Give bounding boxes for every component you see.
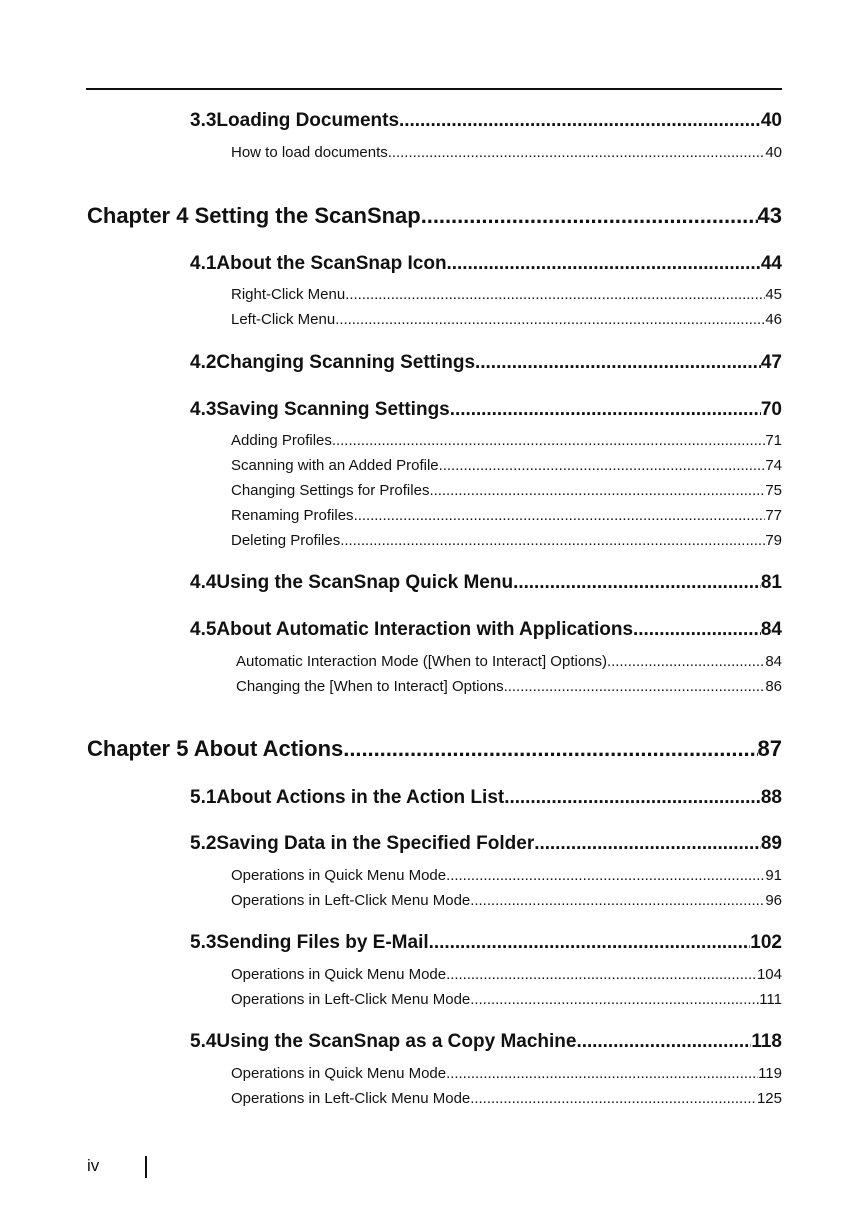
toc-title: Left-Click Menu xyxy=(231,311,336,328)
toc-page-number: 125 xyxy=(756,1090,782,1107)
toc-leader-dots xyxy=(343,736,757,762)
toc-title: Automatic Interaction Mode ([When to Interact] Options) xyxy=(236,653,608,670)
toc-leader-dots xyxy=(475,352,761,374)
toc-leader-dots xyxy=(332,432,765,449)
toc-entry-sub[interactable] xyxy=(231,144,782,161)
toc-page-number: 84 xyxy=(765,653,782,670)
toc-title: Sending Files by E-Mail xyxy=(216,932,429,953)
toc-leader-dots xyxy=(429,932,751,954)
toc-leader-dots xyxy=(421,203,758,229)
toc-title: About Automatic Interaction with Applications xyxy=(216,619,634,640)
toc-page-number: 91 xyxy=(765,867,782,884)
toc-leader-dots xyxy=(439,457,766,474)
toc-entry-sub[interactable] xyxy=(231,892,782,909)
toc-page-number: 43 xyxy=(757,203,782,228)
toc-page-number: 47 xyxy=(760,352,782,373)
toc-title: Deleting Profiles xyxy=(231,532,341,549)
toc-title: About the ScanSnap Icon xyxy=(216,253,447,274)
toc-section-number: 5.4 xyxy=(190,1031,217,1052)
toc-page-number: 74 xyxy=(765,457,782,474)
toc-section-number: 4.2 xyxy=(190,352,217,373)
toc-title: Chapter 4 Setting the ScanSnap xyxy=(87,203,421,228)
toc-title: About Actions in the Action List xyxy=(216,787,505,808)
toc-page-number: 81 xyxy=(760,572,782,593)
toc-page-number: 40 xyxy=(765,144,782,161)
toc-leader-dots xyxy=(345,286,765,303)
toc-section-number: 4.3 xyxy=(190,399,217,420)
toc-title: Loading Documents xyxy=(216,110,400,131)
toc-entry-sub[interactable] xyxy=(231,482,782,499)
toc-page-number: 88 xyxy=(760,787,782,808)
toc-title: Using the ScanSnap as a Copy Machine xyxy=(216,1031,577,1052)
toc-title: Changing Settings for Profiles xyxy=(231,482,430,499)
toc-entry-section[interactable] xyxy=(190,110,782,132)
toc-title: Changing Scanning Settings xyxy=(216,352,476,373)
toc-entry-sub[interactable] xyxy=(231,507,782,524)
toc-entry-section[interactable] xyxy=(190,833,782,855)
toc-entry-section[interactable] xyxy=(190,1031,782,1053)
toc-page-number: 86 xyxy=(765,678,782,695)
toc-title: Scanning with an Added Profile xyxy=(231,457,439,474)
toc-title: How to load documents xyxy=(231,144,388,161)
toc-title: Adding Profiles xyxy=(231,432,332,449)
toc-section-number: 3.3 xyxy=(190,110,217,131)
toc-page-number: 40 xyxy=(760,110,782,131)
toc-page-number: 104 xyxy=(756,966,782,983)
toc-section-number: 5.2 xyxy=(190,833,217,854)
toc-leader-dots xyxy=(470,991,759,1008)
toc-page-number: 84 xyxy=(760,619,782,640)
toc-entry-sub[interactable] xyxy=(231,1065,782,1082)
toc-page-number: 44 xyxy=(760,253,782,274)
toc-leader-dots xyxy=(534,833,761,855)
toc-page-number: 89 xyxy=(760,833,782,854)
toc-entry-section[interactable] xyxy=(190,572,782,594)
toc-page-number: 71 xyxy=(765,432,782,449)
toc-entry-section[interactable] xyxy=(190,932,782,954)
toc-page-number: 75 xyxy=(765,482,782,499)
toc-leader-dots xyxy=(335,311,765,328)
toc-leader-dots xyxy=(446,867,765,884)
toc-title: Right-Click Menu xyxy=(231,286,346,303)
toc-entry-section[interactable] xyxy=(190,352,782,374)
toc-entry-sub[interactable] xyxy=(231,867,782,884)
toc-leader-dots xyxy=(470,892,765,909)
toc-entry-sub[interactable] xyxy=(231,991,782,1008)
toc-page-number: 102 xyxy=(750,932,782,953)
toc-entry-chapter[interactable] xyxy=(87,203,782,229)
toc-title: Operations in Left-Click Menu Mode xyxy=(231,991,471,1008)
toc-leader-dots xyxy=(504,787,761,809)
toc-leader-dots xyxy=(450,399,761,421)
toc-leader-dots xyxy=(504,678,766,695)
toc-title: Saving Data in the Specified Folder xyxy=(216,833,535,854)
toc-page-number: 119 xyxy=(758,1065,782,1082)
toc-entry-sub[interactable] xyxy=(231,457,782,474)
toc-page-number: 111 xyxy=(759,991,782,1008)
toc-leader-dots xyxy=(399,110,761,132)
toc-entry-sub[interactable] xyxy=(231,286,782,303)
toc-page-number: 77 xyxy=(765,507,782,524)
toc-title: Operations in Quick Menu Mode xyxy=(231,966,447,983)
toc-entry-sub[interactable] xyxy=(236,653,782,670)
toc-page-number: 87 xyxy=(757,736,782,761)
toc-leader-dots xyxy=(607,653,765,670)
toc-title: Changing the [When to Interact] Options xyxy=(236,678,504,695)
toc-section-number: 5.1 xyxy=(190,787,217,808)
toc-leader-dots xyxy=(446,966,757,983)
toc-title: Saving Scanning Settings xyxy=(216,399,450,420)
toc-leader-dots xyxy=(429,482,765,499)
toc-entry-chapter[interactable] xyxy=(87,736,782,762)
toc-title: Operations in Quick Menu Mode xyxy=(231,1065,447,1082)
toc-leader-dots xyxy=(470,1090,757,1107)
toc-title: Renaming Profiles xyxy=(231,507,354,524)
toc-entry-sub[interactable] xyxy=(231,1090,782,1107)
toc-page-number: 96 xyxy=(765,892,782,909)
toc-entry-section[interactable] xyxy=(190,619,782,641)
toc-entry-section[interactable] xyxy=(190,787,782,809)
toc-leader-dots xyxy=(633,619,761,641)
toc-section-number: 4.5 xyxy=(190,619,217,640)
footer-bar xyxy=(145,1156,147,1178)
toc-leader-dots xyxy=(354,507,766,524)
toc-title: Operations in Quick Menu Mode xyxy=(231,867,447,884)
toc-leader-dots xyxy=(447,253,761,275)
toc-section-number: 4.1 xyxy=(190,253,217,274)
toc-title: Operations in Left-Click Menu Mode xyxy=(231,892,471,909)
toc-entry-sub[interactable] xyxy=(231,311,782,328)
toc-leader-dots xyxy=(513,572,761,594)
toc-entry-sub[interactable] xyxy=(231,432,782,449)
toc-leader-dots xyxy=(388,144,766,161)
toc-page-number: 45 xyxy=(765,286,782,303)
toc-section-number: 5.3 xyxy=(190,932,217,953)
toc-entry-sub[interactable] xyxy=(231,532,782,549)
toc-page-number: 118 xyxy=(751,1031,782,1052)
toc-entry-sub[interactable] xyxy=(236,678,782,695)
toc-leader-dots xyxy=(340,532,765,549)
toc-page-number: 46 xyxy=(765,311,782,328)
toc-leader-dots xyxy=(446,1065,758,1082)
toc-section-number: 4.4 xyxy=(190,572,217,593)
toc-entry-sub[interactable] xyxy=(231,966,782,983)
toc-title: Operations in Left-Click Menu Mode xyxy=(231,1090,471,1107)
toc-entry-section[interactable] xyxy=(190,399,782,421)
toc-page-number: 79 xyxy=(765,532,782,549)
toc-page-number: 70 xyxy=(760,399,782,420)
header-rule xyxy=(86,88,782,90)
toc-leader-dots xyxy=(576,1031,751,1053)
toc-title: Using the ScanSnap Quick Menu xyxy=(216,572,514,593)
footer-page-number: iv xyxy=(87,1156,100,1175)
toc-entry-section[interactable] xyxy=(190,253,782,275)
toc-title: Chapter 5 About Actions xyxy=(87,736,344,761)
